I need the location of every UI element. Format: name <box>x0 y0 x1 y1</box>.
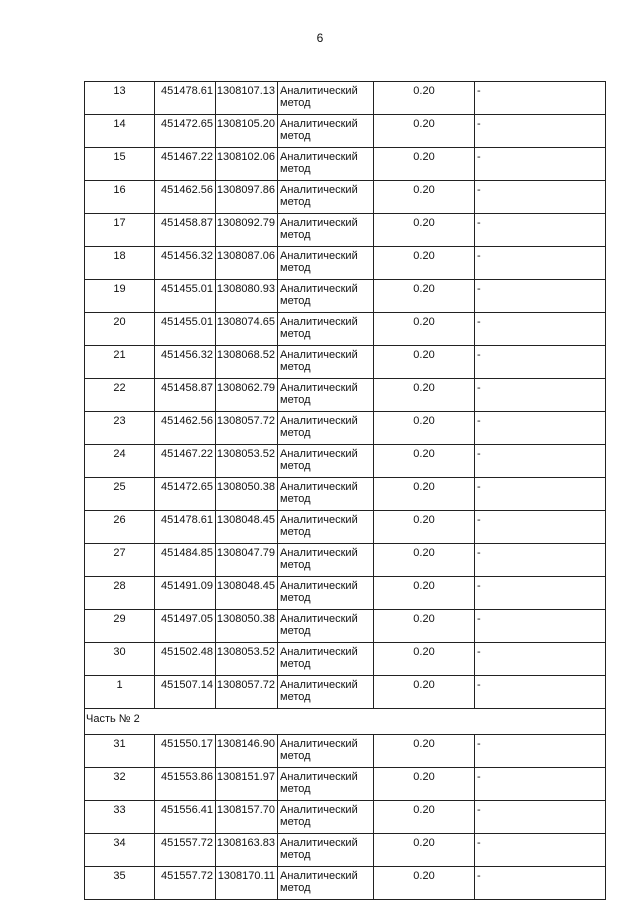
error-cell: 0.20 <box>374 82 475 115</box>
y-coordinate-cell: 1308047.79 <box>216 544 278 577</box>
method-line-2: метод <box>280 592 311 604</box>
method-line-2: метод <box>280 526 311 538</box>
x-coordinate-cell: 451472.65 <box>155 478 216 511</box>
method-cell <box>278 115 374 148</box>
remark-cell: - <box>475 115 606 148</box>
x-coordinate-cell: 451458.87 <box>155 379 216 412</box>
point-number-cell: 14 <box>85 115 155 148</box>
method-line-1: Аналитический <box>280 283 358 295</box>
method-line-2: метод <box>280 493 311 505</box>
y-coordinate-cell: 1308074.65 <box>216 313 278 346</box>
remark-cell: - <box>475 676 606 709</box>
method-line-2: метод <box>280 882 311 894</box>
x-coordinate-cell: 451497.05 <box>155 610 216 643</box>
method-cell <box>278 511 374 544</box>
method-line-2: метод <box>280 328 311 340</box>
method-line-1: Аналитический <box>280 547 358 559</box>
remark-cell: - <box>475 412 606 445</box>
error-cell: 0.20 <box>374 735 475 768</box>
point-number-cell: 16 <box>85 181 155 214</box>
method-cell <box>278 577 374 610</box>
method-cell <box>278 247 374 280</box>
method-cell <box>278 280 374 313</box>
method-cell <box>278 610 374 643</box>
remark-cell: - <box>475 834 606 867</box>
section-row <box>85 709 606 735</box>
y-coordinate-cell: 1308050.38 <box>216 478 278 511</box>
method-cell <box>278 148 374 181</box>
error-cell: 0.20 <box>374 511 475 544</box>
point-number-cell: 20 <box>85 313 155 346</box>
y-coordinate-cell: 1308048.45 <box>216 577 278 610</box>
remark-cell: - <box>475 181 606 214</box>
error-cell: 0.20 <box>374 834 475 867</box>
point-number-cell: 35 <box>85 867 155 900</box>
method-line-1: Аналитический <box>280 679 358 691</box>
y-coordinate-cell: 1308057.72 <box>216 412 278 445</box>
y-coordinate-cell: 1308097.86 <box>216 181 278 214</box>
method-line-2: метод <box>280 130 311 142</box>
error-cell: 0.20 <box>374 412 475 445</box>
x-coordinate-cell: 451478.61 <box>155 82 216 115</box>
method-line-1: Аналитический <box>280 448 358 460</box>
error-cell: 0.20 <box>374 346 475 379</box>
method-line-1: Аналитический <box>280 85 358 97</box>
point-number-cell: 27 <box>85 544 155 577</box>
remark-cell: - <box>475 643 606 676</box>
point-number-cell: 34 <box>85 834 155 867</box>
remark-cell: - <box>475 610 606 643</box>
table-row <box>85 478 606 511</box>
method-line-2: метод <box>280 394 311 406</box>
table-row <box>85 445 606 478</box>
x-coordinate-cell: 451456.32 <box>155 346 216 379</box>
method-line-1: Аналитический <box>280 481 358 493</box>
method-cell <box>278 214 374 247</box>
table-row <box>85 214 606 247</box>
table-row <box>85 735 606 768</box>
y-coordinate-cell: 1308151.97 <box>216 768 278 801</box>
point-number-cell: 17 <box>85 214 155 247</box>
y-coordinate-cell: 1308157.70 <box>216 801 278 834</box>
remark-cell: - <box>475 280 606 313</box>
table-row <box>85 643 606 676</box>
method-cell <box>278 735 374 768</box>
method-line-1: Аналитический <box>280 804 358 816</box>
y-coordinate-cell: 1308102.06 <box>216 148 278 181</box>
method-cell <box>278 82 374 115</box>
table-row <box>85 801 606 834</box>
coordinates-table <box>84 81 606 900</box>
y-coordinate-cell: 1308068.52 <box>216 346 278 379</box>
error-cell: 0.20 <box>374 643 475 676</box>
remark-cell: - <box>475 313 606 346</box>
remark-cell: - <box>475 735 606 768</box>
method-cell <box>278 181 374 214</box>
method-cell <box>278 346 374 379</box>
x-coordinate-cell: 451455.01 <box>155 280 216 313</box>
error-cell: 0.20 <box>374 379 475 412</box>
x-coordinate-cell: 451458.87 <box>155 214 216 247</box>
point-number-cell: 13 <box>85 82 155 115</box>
error-cell: 0.20 <box>374 280 475 313</box>
method-cell <box>278 867 374 900</box>
coordinates-table-body <box>85 82 606 900</box>
table-row <box>85 412 606 445</box>
error-cell: 0.20 <box>374 148 475 181</box>
remark-cell: - <box>475 247 606 280</box>
y-coordinate-cell: 1308170.11 <box>216 867 278 900</box>
remark-cell: - <box>475 379 606 412</box>
method-line-2: метод <box>280 849 311 861</box>
remark-cell: - <box>475 867 606 900</box>
remark-cell: - <box>475 346 606 379</box>
method-line-1: Аналитический <box>280 250 358 262</box>
y-coordinate-cell: 1308107.13 <box>216 82 278 115</box>
table-row <box>85 577 606 610</box>
method-line-1: Аналитический <box>280 771 358 783</box>
error-cell: 0.20 <box>374 115 475 148</box>
error-cell: 0.20 <box>374 801 475 834</box>
point-number-cell: 29 <box>85 610 155 643</box>
point-number-cell: 23 <box>85 412 155 445</box>
remark-cell: - <box>475 445 606 478</box>
remark-cell: - <box>475 82 606 115</box>
method-line-1: Аналитический <box>280 217 358 229</box>
method-cell <box>278 643 374 676</box>
point-number-cell: 30 <box>85 643 155 676</box>
x-coordinate-cell: 451502.48 <box>155 643 216 676</box>
x-coordinate-cell: 451557.72 <box>155 867 216 900</box>
table-row <box>85 313 606 346</box>
table-row <box>85 676 606 709</box>
method-line-1: Аналитический <box>280 184 358 196</box>
error-cell: 0.20 <box>374 676 475 709</box>
point-number-cell: 31 <box>85 735 155 768</box>
point-number-cell: 19 <box>85 280 155 313</box>
point-number-cell: 22 <box>85 379 155 412</box>
method-line-2: метод <box>280 691 311 703</box>
x-coordinate-cell: 451462.56 <box>155 412 216 445</box>
error-cell: 0.20 <box>374 247 475 280</box>
remark-cell: - <box>475 577 606 610</box>
remark-cell: - <box>475 801 606 834</box>
table-row <box>85 379 606 412</box>
y-coordinate-cell: 1308057.72 <box>216 676 278 709</box>
error-cell: 0.20 <box>374 577 475 610</box>
method-line-1: Аналитический <box>280 349 358 361</box>
point-number-cell: 28 <box>85 577 155 610</box>
point-number-cell: 25 <box>85 478 155 511</box>
y-coordinate-cell: 1308050.38 <box>216 610 278 643</box>
y-coordinate-cell: 1308053.52 <box>216 643 278 676</box>
error-cell: 0.20 <box>374 445 475 478</box>
method-cell <box>278 478 374 511</box>
page-number: 6 <box>316 31 324 45</box>
error-cell: 0.20 <box>374 313 475 346</box>
method-line-2: метод <box>280 427 311 439</box>
method-line-2: метод <box>280 262 311 274</box>
method-line-2: метод <box>280 361 311 373</box>
x-coordinate-cell: 451462.56 <box>155 181 216 214</box>
remark-cell: - <box>475 544 606 577</box>
x-coordinate-cell: 451467.22 <box>155 445 216 478</box>
remark-cell: - <box>475 478 606 511</box>
error-cell: 0.20 <box>374 544 475 577</box>
method-cell <box>278 768 374 801</box>
table-row <box>85 280 606 313</box>
point-number-cell: 24 <box>85 445 155 478</box>
remark-cell: - <box>475 511 606 544</box>
method-line-2: метод <box>280 816 311 828</box>
y-coordinate-cell: 1308062.79 <box>216 379 278 412</box>
section-label: Часть № 2 <box>85 709 606 735</box>
x-coordinate-cell: 451456.32 <box>155 247 216 280</box>
x-coordinate-cell: 451507.14 <box>155 676 216 709</box>
method-line-1: Аналитический <box>280 514 358 526</box>
method-cell <box>278 412 374 445</box>
method-line-1: Аналитический <box>280 580 358 592</box>
y-coordinate-cell: 1308048.45 <box>216 511 278 544</box>
method-cell <box>278 676 374 709</box>
table-row <box>85 610 606 643</box>
method-cell <box>278 801 374 834</box>
table-row <box>85 544 606 577</box>
point-number-cell: 15 <box>85 148 155 181</box>
method-line-1: Аналитический <box>280 316 358 328</box>
x-coordinate-cell: 451556.41 <box>155 801 216 834</box>
y-coordinate-cell: 1308163.83 <box>216 834 278 867</box>
method-line-2: метод <box>280 229 311 241</box>
y-coordinate-cell: 1308092.79 <box>216 214 278 247</box>
point-number-cell: 18 <box>85 247 155 280</box>
y-coordinate-cell: 1308080.93 <box>216 280 278 313</box>
point-number-cell: 1 <box>85 676 155 709</box>
error-cell: 0.20 <box>374 867 475 900</box>
method-line-2: метод <box>280 295 311 307</box>
y-coordinate-cell: 1308053.52 <box>216 445 278 478</box>
x-coordinate-cell: 451478.61 <box>155 511 216 544</box>
method-line-1: Аналитический <box>280 837 358 849</box>
method-cell <box>278 313 374 346</box>
error-cell: 0.20 <box>374 610 475 643</box>
point-number-cell: 26 <box>85 511 155 544</box>
method-line-2: метод <box>280 97 311 109</box>
method-line-1: Аналитический <box>280 151 358 163</box>
remark-cell: - <box>475 214 606 247</box>
x-coordinate-cell: 451550.17 <box>155 735 216 768</box>
x-coordinate-cell: 451455.01 <box>155 313 216 346</box>
method-line-2: метод <box>280 559 311 571</box>
remark-cell: - <box>475 148 606 181</box>
y-coordinate-cell: 1308087.06 <box>216 247 278 280</box>
table-row <box>85 181 606 214</box>
error-cell: 0.20 <box>374 768 475 801</box>
error-cell: 0.20 <box>374 214 475 247</box>
y-coordinate-cell: 1308146.90 <box>216 735 278 768</box>
method-cell <box>278 834 374 867</box>
x-coordinate-cell: 451467.22 <box>155 148 216 181</box>
method-cell <box>278 445 374 478</box>
method-line-1: Аналитический <box>280 118 358 130</box>
point-number-cell: 21 <box>85 346 155 379</box>
method-line-1: Аналитический <box>280 382 358 394</box>
method-line-2: метод <box>280 460 311 472</box>
x-coordinate-cell: 451484.85 <box>155 544 216 577</box>
method-cell <box>278 544 374 577</box>
x-coordinate-cell: 451557.72 <box>155 834 216 867</box>
method-line-1: Аналитический <box>280 646 358 658</box>
table-row <box>85 867 606 900</box>
table-row <box>85 148 606 181</box>
method-line-1: Аналитический <box>280 613 358 625</box>
x-coordinate-cell: 451553.86 <box>155 768 216 801</box>
y-coordinate-cell: 1308105.20 <box>216 115 278 148</box>
point-number-cell: 33 <box>85 801 155 834</box>
table-row <box>85 768 606 801</box>
error-cell: 0.20 <box>374 478 475 511</box>
method-cell <box>278 379 374 412</box>
error-cell: 0.20 <box>374 181 475 214</box>
method-line-2: метод <box>280 163 311 175</box>
method-line-2: метод <box>280 750 311 762</box>
point-number-cell: 32 <box>85 768 155 801</box>
table-row <box>85 834 606 867</box>
method-line-2: метод <box>280 658 311 670</box>
remark-cell: - <box>475 768 606 801</box>
method-line-2: метод <box>280 625 311 637</box>
method-line-1: Аналитический <box>280 870 358 882</box>
table-row <box>85 115 606 148</box>
table-row <box>85 511 606 544</box>
method-line-2: метод <box>280 196 311 208</box>
method-line-1: Аналитический <box>280 738 358 750</box>
x-coordinate-cell: 451491.09 <box>155 577 216 610</box>
table-row <box>85 82 606 115</box>
table-row <box>85 247 606 280</box>
table-row <box>85 346 606 379</box>
x-coordinate-cell: 451472.65 <box>155 115 216 148</box>
method-line-2: метод <box>280 783 311 795</box>
method-line-1: Аналитический <box>280 415 358 427</box>
